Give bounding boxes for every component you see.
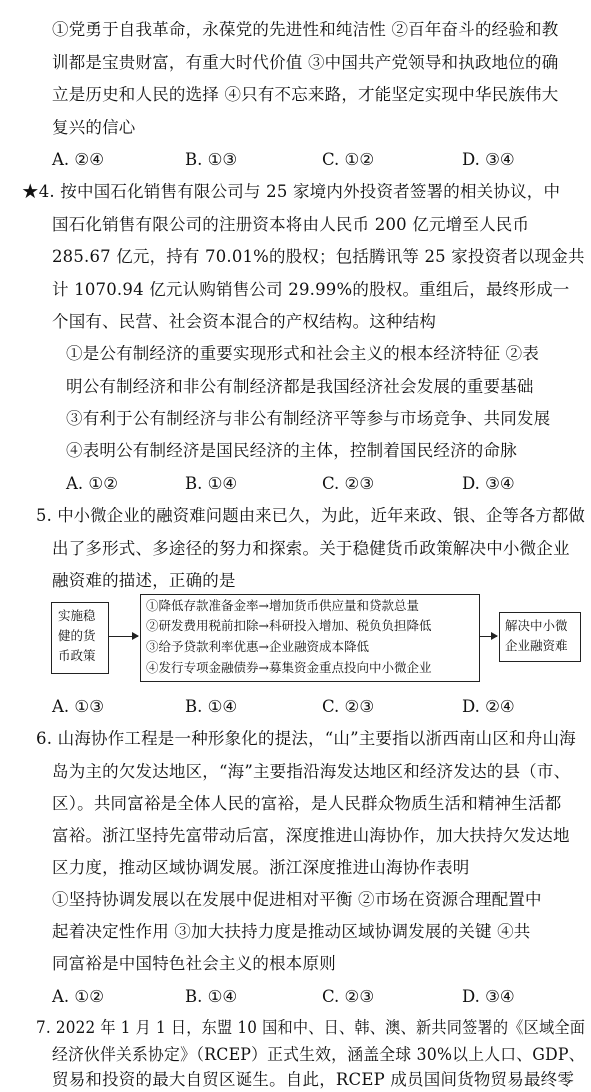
q4-option-d: D. ③④ xyxy=(462,474,515,493)
q6-option-a: A. ①② xyxy=(52,987,104,1006)
q7-line: 7. 2022 年 1 月 1 日，东盟 10 国和中、日、韩、澳、新共同签署的《区域全面 xyxy=(36,1018,586,1037)
result-box-line: 解决中小微 xyxy=(505,618,568,633)
q6-line: ①坚持协调发展以在发展中促进相对平衡 ②市场在资源合理配置中 xyxy=(52,890,542,909)
q4-option-a: A. ①② xyxy=(66,474,118,493)
q3-option-c: C. ①② xyxy=(322,150,375,169)
q4-line: 明公有制经济和非公有制经济都是我国经济社会发展的重要基础 xyxy=(66,377,534,396)
policy-box-line: 币政策 xyxy=(58,648,96,663)
q7-line: 贸易和投资的最大自贸区诞生。自此，RCEP 成员国间货物贸易最终零 xyxy=(52,1070,575,1089)
measure-item: ②研发费用税前扣除→科研投入增加、税负负担降低 xyxy=(146,618,432,633)
arrow-right-icon xyxy=(108,636,138,637)
q4-line: ★4. 按中国石化销售有限公司与 25 家境内外投资者签署的相关协议，中 xyxy=(22,182,561,201)
q3-line: 立是历史和人民的选择 ④只有不忘来路，才能坚定实现中华民族伟大 xyxy=(52,85,559,104)
q3-option-a: A. ②④ xyxy=(52,150,104,169)
result-box-line: 企业融资难 xyxy=(505,638,568,653)
q4-line: ④表明公有制经济是国民经济的主体，控制着国民经济的命脉 xyxy=(66,441,517,460)
q6-line: 岛为主的欠发达地区，“海”主要指沿海发达地区和经济发达的县（市、 xyxy=(52,762,571,781)
measure-item: ①降低存款准备金率→增加货币供应量和贷款总量 xyxy=(146,598,419,613)
q5-option-b: B. ①④ xyxy=(185,697,238,716)
q4-line: 285.67 亿元，持有 70.01%的股权；包括腾讯等 25 家投资者以现金共 xyxy=(52,247,585,266)
q6-option-c: C. ②③ xyxy=(322,987,375,1006)
q6-line: 区力度，推动区域协调发展。浙江深度推进山海协作表明 xyxy=(52,858,470,877)
q5-line: 融资难的描述，正确的是 xyxy=(52,571,236,590)
q4-option-b: B. ①④ xyxy=(185,474,238,493)
q6-line: 6. 山海协作工程是一种形象化的提法，“山”主要指以浙西南山区和舟山海 xyxy=(36,729,576,748)
arrow-right-icon xyxy=(479,636,497,637)
measure-item: ③给予贷款利率优惠→企业融资成本降低 xyxy=(146,639,369,654)
q4-line: 个国有、民营、社会资本混合的产权结构。这种结构 xyxy=(52,312,437,331)
q4-line: ③有利于公有制经济与非公有制经济平等参与市场竞争、共同发展 xyxy=(66,409,551,428)
q3-line: ①党勇于自我革命，永葆党的先进性和纯洁性 ②百年奋斗的经验和教 xyxy=(52,20,559,39)
q5-option-a: A. ①③ xyxy=(52,697,104,716)
q6-option-d: D. ③④ xyxy=(462,987,515,1006)
q5-line: 出了多形式、多途径的努力和探索。关于稳健货币政策解决中小微企业 xyxy=(52,539,570,558)
policy-box-line: 健的货 xyxy=(58,628,96,643)
q3-line: 复兴的信心 xyxy=(52,118,136,137)
q5-line: 5. 中小微企业的融资难问题由来已久，为此，近年来政、银、企等各方都做 xyxy=(36,506,585,525)
q6-line: 同富裕是中国特色社会主义的根本原则 xyxy=(52,954,336,973)
q6-line: 区）。共同富裕是全体人民的富裕，是人民群众物质生活和精神生活都 xyxy=(52,794,562,813)
measure-item: ④发行专项金融债券→募集资金重点投向中小微企业 xyxy=(146,660,432,675)
policy-box-line: 实施稳 xyxy=(58,608,96,623)
q3-option-b: B. ①③ xyxy=(185,150,238,169)
q5-option-d: D. ②④ xyxy=(462,697,515,716)
q4-line: 国石化销售有限公司的注册资本将由人民币 200 亿元增至人民币 xyxy=(52,215,530,234)
q6-option-b: B. ①④ xyxy=(185,987,238,1006)
q4-line: ①是公有制经济的重要实现形式和社会主义的根本经济特征 ②表 xyxy=(66,344,540,363)
q6-line: 富裕。浙江坚持先富带动后富，深度推进山海协作，加大扶持欠发达地 xyxy=(52,826,570,845)
q3-line: 训都是宝贵财富，有重大时代价值 ③中国共产党领导和执政地位的确 xyxy=(52,53,559,72)
q4-option-c: C. ②③ xyxy=(322,474,375,493)
q6-line: 起着决定性作用 ③加大扶持力度是推动区域协调发展的关键 ④共 xyxy=(52,922,531,941)
q3-option-d: D. ③④ xyxy=(462,150,515,169)
q7-line: 经济伙伴关系协定》（RCEP）正式生效，涵盖全球 30%以上人口、GDP、 xyxy=(52,1045,585,1064)
q5-option-c: C. ②③ xyxy=(322,697,375,716)
q4-line: 计 1070.94 亿元认购销售公司 29.99%的股权。重组后，最终形成一 xyxy=(52,280,570,299)
